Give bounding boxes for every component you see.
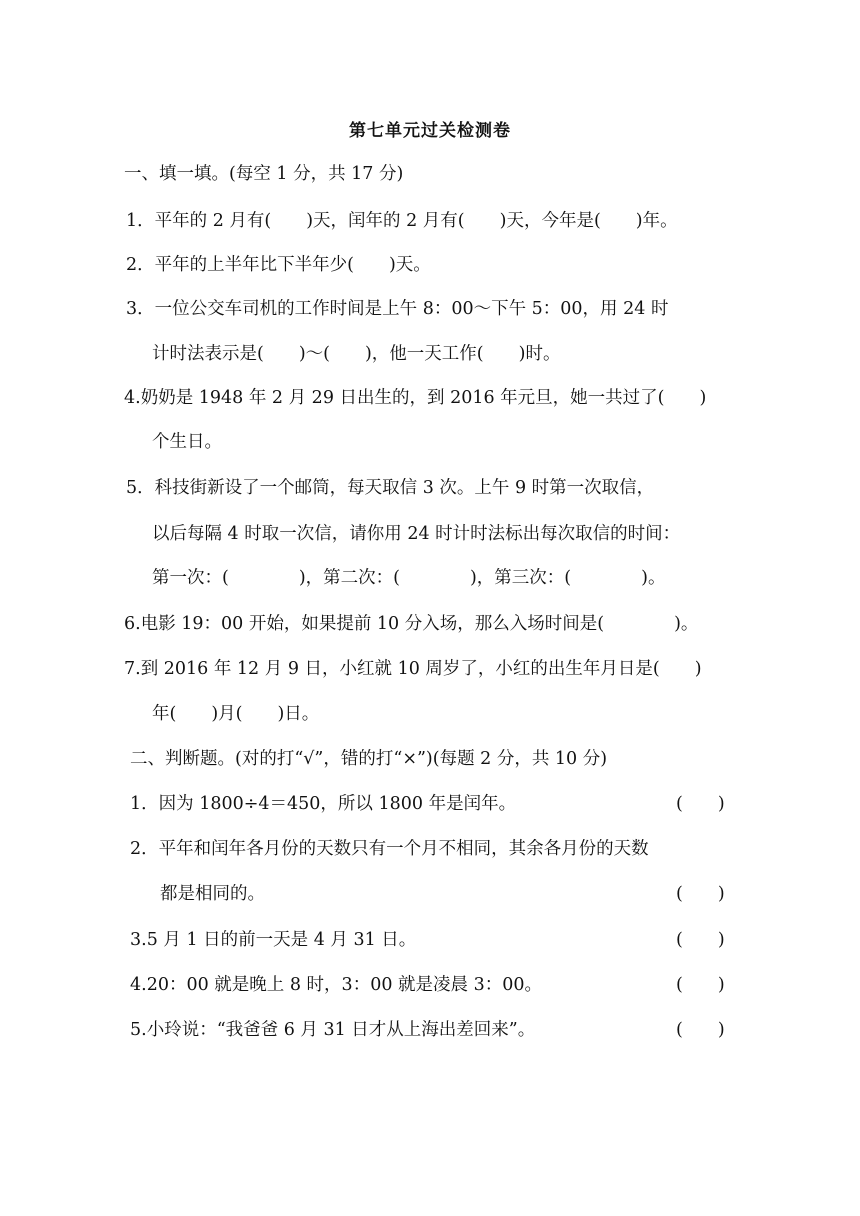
question-1-3-line1: 3．一位公交车司机的工作时间是上午 8：00～下午 5：00，用 24 时 [126,299,669,319]
judge-item-4-bracket: ( ) [676,975,725,995]
judge-item-5-text: 5.小玲说：“我爸爸 6 月 31 日才从上海出差回来”。 [130,1020,536,1040]
question-1-3-line2: 计时法表示是( )～( )，他一天工作( )时。 [152,344,561,364]
judge-item-2-text: 2．平年和闰年各月份的天数只有一个月不相同，其余各月份的天数 [130,839,649,859]
question-1-5-line3: 第一次：( )，第二次：( )，第三次：( )。 [152,568,666,588]
judge-item-3-bracket: ( ) [676,930,725,950]
question-1-4-line1: 4.奶奶是 1948 年 2 月 29 日出生的，到 2016 年元旦，她一共过了( ) [124,388,707,408]
page-title: 第七单元过关检测卷 [349,121,511,141]
question-1-1: 1．平年的 2 月有( )天，闰年的 2 月有( )天，今年是( )年。 [126,211,678,231]
question-1-2: 2．平年的上半年比下半年少( )天。 [126,255,431,275]
section2-heading: 二、判断题。(对的打“√”，错的打“×”)(每题 2 分，共 10 分) [130,749,608,769]
judge-item-5-bracket: ( ) [676,1020,725,1040]
question-1-5-line2: 以后每隔 4 时取一次信，请你用 24 时计时法标出每次取信的时间： [152,524,681,544]
question-1-6: 6.电影 19：00 开始，如果提前 10 分入场，那么入场时间是( )。 [124,614,699,634]
judge-item-1-bracket: ( ) [676,794,725,814]
judge-item-4-text: 4.20：00 就是晚上 8 时，3：00 就是凌晨 3：00。 [130,975,542,995]
judge-item-1-text: 1．因为 1800÷4＝450，所以 1800 年是闰年。 [130,794,517,814]
question-1-4-line2: 个生日。 [152,432,222,452]
question-1-5-line1: 5．科技街新设了一个邮筒，每天取信 3 次。上午 9 时第一次取信， [126,478,655,498]
question-1-7-line1: 7.到 2016 年 12 月 9 日，小红就 10 周岁了，小红的出生年月日是( ) [124,659,702,679]
judge-item-2-text-cont: 都是相同的。 [160,884,265,904]
question-1-7-line2: 年( )月( )日。 [152,704,320,724]
judge-item-3-text: 3.5 月 1 日的前一天是 4 月 31 日。 [130,930,417,950]
section1-heading: 一、填一填。(每空 1 分，共 17 分) [124,164,404,184]
judge-item-2-bracket: ( ) [676,884,725,904]
